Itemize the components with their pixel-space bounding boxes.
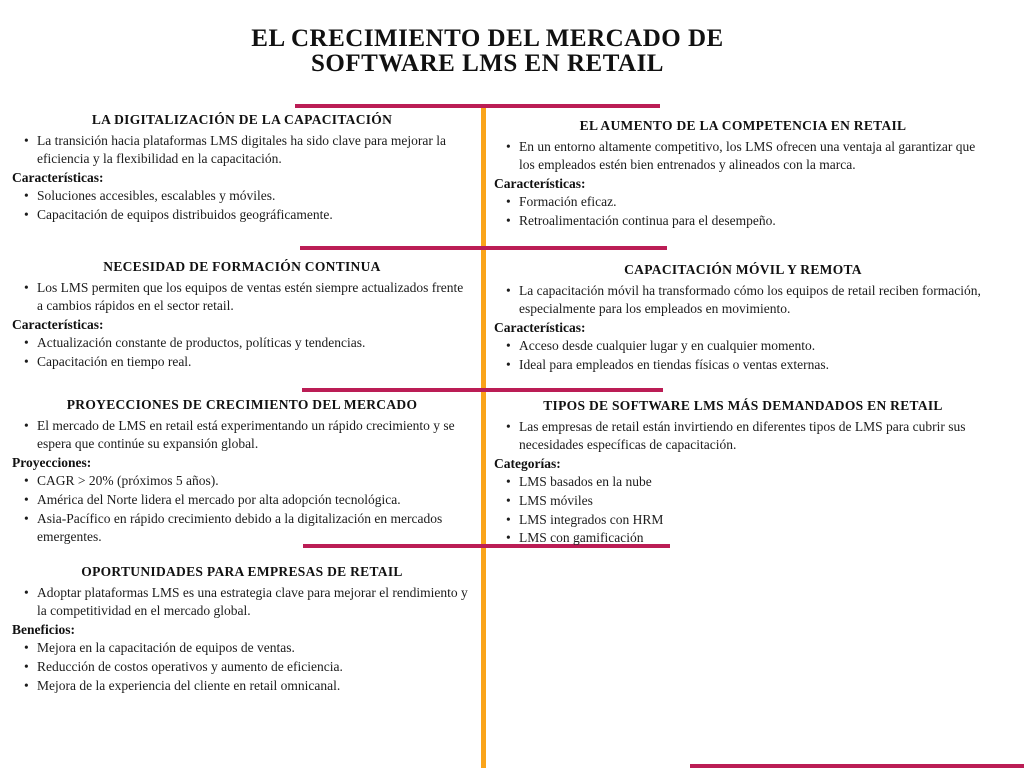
section-digitalizacion-capacitacion [10, 111, 472, 225]
bullet-item: • Capacitación en tiempo real. [37, 353, 472, 372]
divider-line-2 [300, 246, 667, 250]
section-intro-list [494, 282, 992, 319]
bullet-item: • LMS integrados con HRM [519, 511, 992, 530]
section-heading: OPORTUNIDADES PARA EMPRESAS DE RETAIL [81, 564, 403, 579]
divider-line-1 [295, 104, 660, 108]
section-intro-list [12, 279, 472, 316]
section-oportunidades-retail [10, 563, 472, 695]
bullet-item: • Formación eficaz. [519, 193, 992, 212]
bullet-item: • LMS con gamificación [519, 529, 992, 548]
bullet-item: • Retroalimentación continua para el desempeño. [519, 212, 992, 231]
section-tipos-lms [492, 397, 992, 548]
bullet-item: • En un entorno altamente competitivo, los LMS ofrecen una ventaja al garantizar que los empleados estén bien entrenados y alineados con la marca. [519, 138, 992, 175]
divider-line-3 [302, 388, 663, 392]
section-heading: CAPACITACIÓN MÓVIL Y REMOTA [624, 262, 862, 277]
bullet-item: • CAGR > 20% (próximos 5 años). [37, 472, 472, 491]
section-items-list [12, 187, 472, 224]
section-items-list [12, 639, 472, 695]
bullet-item: • Las empresas de retail están invirtiendo en diferentes tipos de LMS para cubrir sus necesidades específicas de capacitación. [519, 418, 992, 455]
bullet-item: • Asia-Pacífico en rápido crecimiento debido a la digitalización en mercados emergentes. [37, 510, 472, 547]
section-label: Proyecciones: [12, 454, 92, 470]
bullet-item: • Soluciones accesibles, escalables y móviles. [37, 187, 472, 206]
section-heading: EL AUMENTO DE LA COMPETENCIA EN RETAIL [579, 118, 907, 133]
bullet-item: • La transición hacia plataformas LMS digitales ha sido clave para mejorar la eficiencia y la flexibilidad en la capacitación. [37, 132, 472, 169]
bullet-item: • El mercado de LMS en retail está experimentando un rápido crecimiento y se espera que continúe su expansión global. [37, 417, 472, 454]
section-intro-list [12, 417, 472, 454]
section-label: Categorías: [494, 455, 561, 471]
bullet-item: • Adoptar plataformas LMS es una estrategia clave para mejorar el rendimiento y la competitividad en el mercado global. [37, 584, 472, 621]
section-heading: NECESIDAD DE FORMACIÓN CONTINUA [103, 259, 381, 274]
page-title-line1: EL CRECIMIENTO DEL MERCADO DE [251, 25, 724, 52]
section-intro-list [494, 138, 992, 175]
bullet-item: • Capacitación de equipos distribuidos geográficamente. [37, 206, 472, 225]
page-title-line2: SOFTWARE LMS EN RETAIL [311, 50, 664, 77]
section-heading: PROYECCIONES DE CRECIMIENTO DEL MERCADO [66, 397, 418, 412]
section-heading: LA DIGITALIZACIÓN DE LA CAPACITACIÓN [91, 112, 393, 127]
section-label: Características: [494, 175, 586, 191]
section-label: Características: [494, 319, 586, 335]
section-heading: TIPOS DE SOFTWARE LMS MÁS DEMANDADOS EN RETAIL [543, 398, 943, 413]
divider-line-5 [690, 764, 1024, 768]
section-intro-list [12, 584, 472, 621]
section-intro-list [494, 418, 992, 455]
bullet-item: • Los LMS permiten que los equipos de ventas estén siempre actualizados frente a cambios rápidos en el sector retail. [37, 279, 472, 316]
section-label: Características: [12, 169, 104, 185]
section-items-list [12, 472, 472, 546]
section-items-list [494, 473, 992, 547]
bullet-item: • Mejora de la experiencia del cliente en retail omnicanal. [37, 677, 472, 696]
section-proyecciones-crecimiento [10, 396, 472, 547]
section-label: Beneficios: [12, 621, 75, 637]
section-capacitacion-movil [492, 261, 992, 375]
section-aumento-competencia [492, 117, 992, 231]
bullet-item: • Reducción de costos operativos y aumento de eficiencia. [37, 658, 472, 677]
section-label: Características: [12, 316, 104, 332]
bullet-item: • América del Norte lidera el mercado por alta adopción tecnológica. [37, 491, 472, 510]
center-spine-line [481, 104, 486, 768]
section-items-list [494, 193, 992, 230]
bullet-item: • LMS móviles [519, 492, 992, 511]
bullet-item: • Ideal para empleados en tiendas físicas o ventas externas. [519, 356, 992, 375]
page-title [0, 26, 975, 76]
bullet-item: • Mejora en la capacitación de equipos de ventas. [37, 639, 472, 658]
section-intro-list [12, 132, 472, 169]
section-formacion-continua [10, 258, 472, 372]
bullet-item: • Actualización constante de productos, políticas y tendencias. [37, 334, 472, 353]
bullet-item: • LMS basados en la nube [519, 473, 992, 492]
bullet-item: • La capacitación móvil ha transformado cómo los equipos de retail reciben formación, especialmente para los empleados en movimiento. [519, 282, 992, 319]
section-items-list [494, 337, 992, 374]
bullet-item: • Acceso desde cualquier lugar y en cualquier momento. [519, 337, 992, 356]
section-items-list [12, 334, 472, 371]
